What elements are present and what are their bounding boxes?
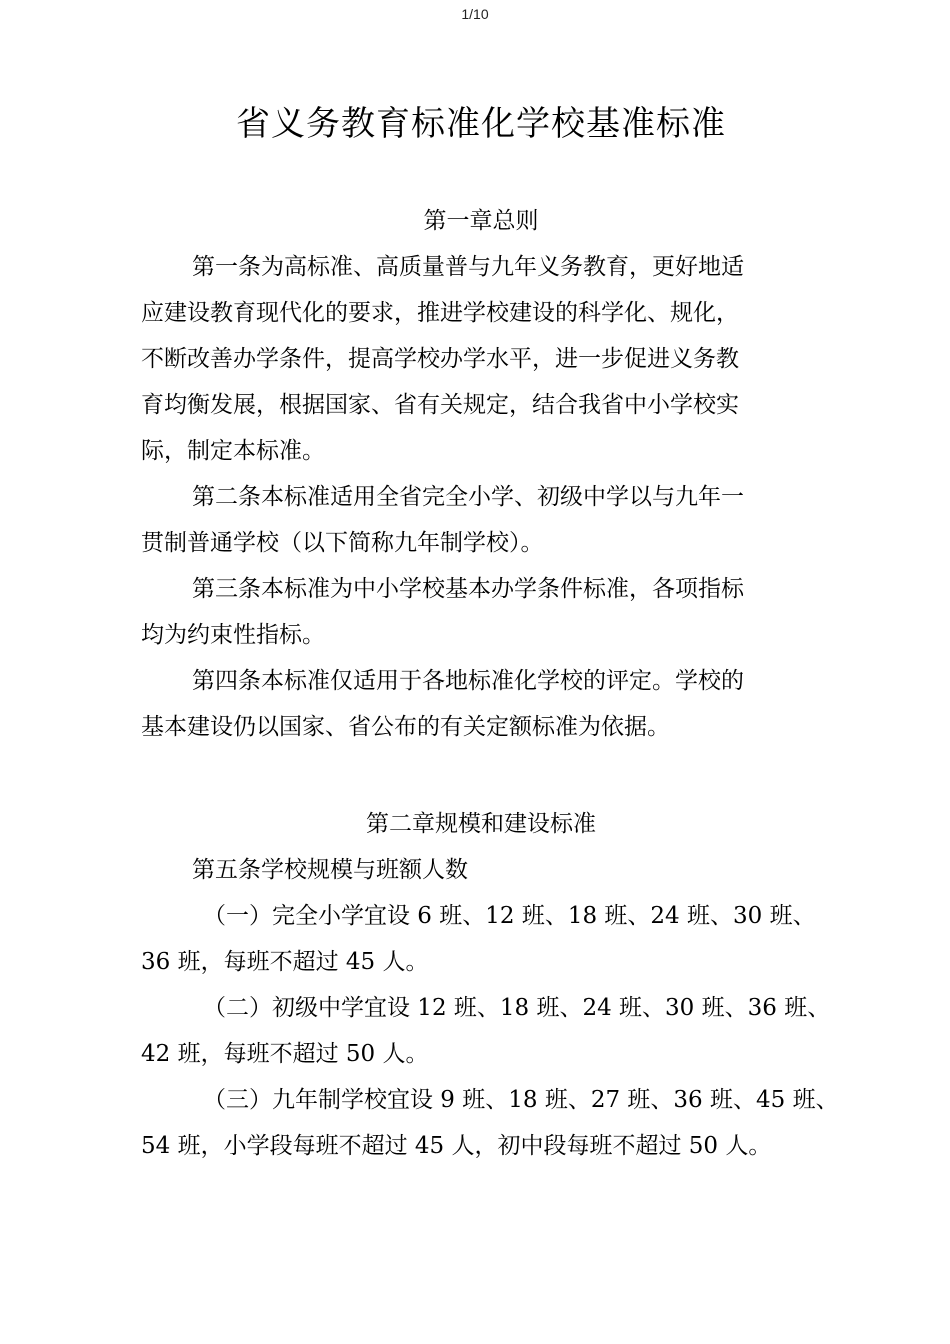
article-5-item-2 bbox=[141, 985, 841, 1077]
item-1-line-2: 36 班，每班不超过 45 人。 bbox=[141, 949, 429, 975]
item-3-line-2: 54 班，小学段每班不超过 45 人，初中段每班不超过 50 人。 bbox=[141, 1133, 772, 1159]
article-5-item-3 bbox=[141, 1077, 841, 1169]
article-2-line-1: 第二条本标准适用全省完全小学、初级中学以与九年一 bbox=[192, 484, 744, 510]
chapter-1-title: 第一章总则 bbox=[423, 208, 539, 234]
article-2 bbox=[141, 474, 841, 566]
article-1-line-3: 不断改善办学条件，提高学校办学水平，进一步促进义务教 bbox=[141, 346, 739, 372]
item-1-line-1: （一）完全小学宜设 6 班、12 班、18 班、24 班、30 班、 bbox=[203, 903, 816, 929]
item-2-line-1: （二）初级中学宜设 12 班、18 班、24 班、30 班、36 班、 bbox=[203, 995, 831, 1021]
article-4-line-2: 基本建设仍以国家、省公布的有关定额标准为依据。 bbox=[141, 714, 670, 740]
article-3 bbox=[141, 566, 841, 658]
document-title: 省义务教育标准化学校基准标准 bbox=[236, 104, 726, 144]
article-1-line-5: 际，制定本标准。 bbox=[141, 438, 325, 464]
article-4 bbox=[141, 658, 841, 750]
article-5 bbox=[141, 847, 841, 893]
article-1 bbox=[141, 244, 841, 474]
page-number: 1/10 bbox=[461, 6, 489, 22]
item-2-line-2: 42 班，每班不超过 50 人。 bbox=[141, 1041, 429, 1067]
article-3-line-1: 第三条本标准为中小学校基本办学条件标准，各项指标 bbox=[192, 576, 744, 602]
item-3-line-1: （三）九年制学校宜设 9 班、18 班、27 班、36 班、45 班、 bbox=[203, 1087, 839, 1113]
article-3-line-2: 均为约束性指标。 bbox=[141, 622, 325, 648]
article-5-line-1: 第五条学校规模与班额人数 bbox=[192, 857, 468, 883]
article-2-line-2: 贯制普通学校（以下简称九年制学校）。 bbox=[141, 530, 544, 556]
article-1-line-1: 第一条为高标准、高质量普与九年义务教育，更好地适 bbox=[192, 254, 744, 280]
article-5-item-1 bbox=[141, 893, 841, 985]
article-1-line-4: 育均衡发展，根据国家、省有关规定，结合我省中小学校实 bbox=[141, 392, 739, 418]
chapter-2-title: 第二章规模和建设标准 bbox=[366, 811, 596, 837]
article-1-line-2: 应建设教育现代化的要求，推进学校建设的科学化、规化， bbox=[141, 300, 739, 326]
article-4-line-1: 第四条本标准仅适用于各地标准化学校的评定。学校的 bbox=[192, 668, 744, 694]
